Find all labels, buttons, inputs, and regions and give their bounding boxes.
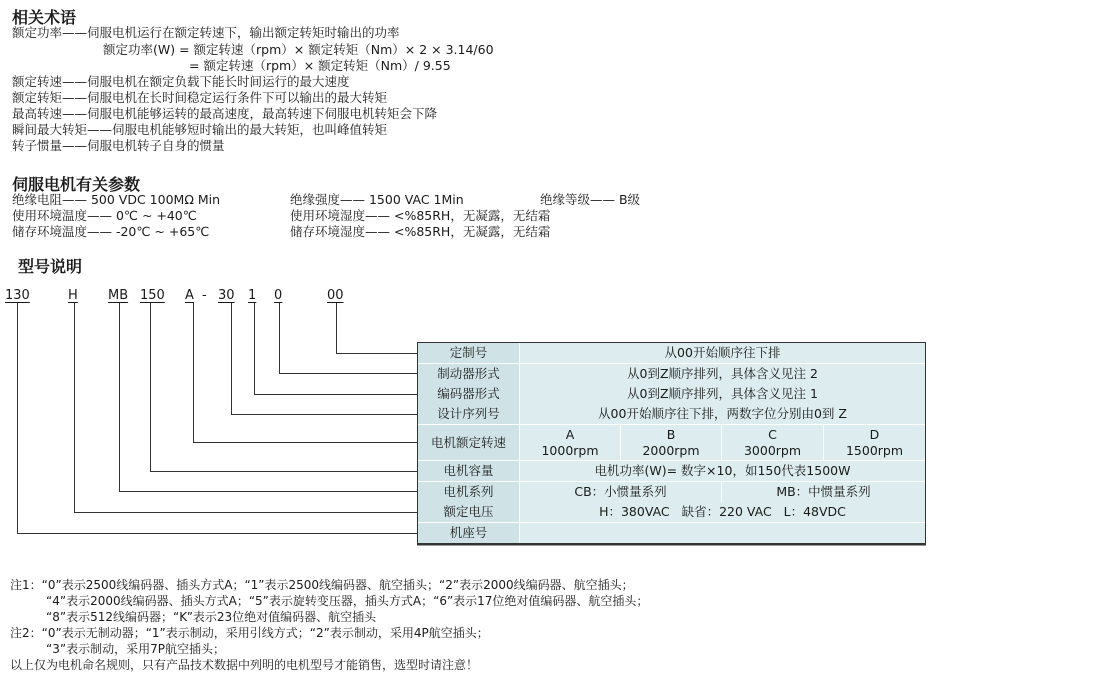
speed-code: A [565, 426, 575, 442]
row-value-brake: 从0到Z顺序排列，具体含义见注 2 [520, 364, 925, 384]
model-heading: 型号说明 [18, 257, 83, 276]
code-capacity: 150 [140, 288, 165, 303]
param-insulation-class: 绝缘等级—— B级 [540, 192, 641, 207]
row-label-speed: 电机额定转速 [418, 425, 519, 460]
speed-rpm: 1000rpm [541, 442, 599, 458]
param-store-temp: 储存环境温度—— -20℃ ~ +65℃ [12, 224, 210, 239]
param-store-humidity: 储存环境湿度—— <%85RH，无凝露，无结霜 [290, 224, 551, 239]
term-rated-torque: 额定转矩——伺服电机在长时间稳定运行条件下可以输出的最大转矩 [12, 90, 388, 105]
row-label-design-serial: 设计序列号 [418, 404, 519, 424]
param-insulation-resistance: 绝缘电阻—— 500 VDC 100MΩ Min [12, 192, 221, 207]
terms-heading: 相关术语 [12, 8, 77, 27]
row-value-series-cb: CB：小惯量系列 [520, 482, 721, 502]
term-rated-speed: 额定转速——伺服电机在额定负载下能长时间运行的最大速度 [12, 74, 350, 89]
note2-line1: 注2：“0”表示无制动器；“1”表示制动，采用引线方式；“2”表示制动，采用4P航空插头； [10, 626, 489, 640]
note1-line3: “8”表示512线编码器；“K”表示23位绝对值编码器、航空插头 [46, 610, 377, 624]
code-voltage: H [68, 288, 78, 303]
row-value-custom: 从00开始顺序往下排 [520, 343, 925, 363]
params-heading: 伺服电机有关参数 [12, 175, 141, 194]
param-use-temp: 使用环境温度—— 0℃ ~ +40℃ [12, 208, 197, 223]
code-speed: A [185, 288, 194, 303]
code-design-serial: 30 [218, 288, 235, 303]
row-value-voltage: H：380VAC 缺省：220 VAC L：48VDC [520, 502, 925, 522]
note2-line2: “3”表示制动，采用7P航空插头； [46, 642, 225, 656]
speed-rpm: 2000rpm [642, 442, 700, 458]
speed-rpm: 3000rpm [743, 442, 802, 458]
note1-line2: “4”表示2000线编码器、插头方式A；“5”表示旋转变压器，插头方式A；“6”表示17位绝对值编码器、航空插头； [46, 594, 649, 608]
row-label-frame: 机座号 [418, 523, 519, 543]
code-dash: - [202, 288, 207, 303]
row-label-capacity: 电机容量 [418, 461, 519, 481]
row-label-custom: 定制号 [418, 343, 519, 363]
row-label-series: 电机系列 [418, 482, 519, 502]
param-use-humidity: 使用环境湿度—— <%85RH，无凝露，无结霜 [290, 208, 551, 223]
row-value-capacity: 电机功率(W)= 数字×10，如150代表1500W [520, 461, 925, 481]
note1-line1: 注1：“0”表示2500线编码器、插头方式A；“1”表示2500线编码器、航空插头；“2”表示2000线编码器、航空插头； [10, 578, 634, 592]
speed-code: B [666, 426, 676, 442]
formula-line-1: 额定功率(W) = 额定转速（rpm）× 额定转矩（Nm）× 2 × 3.14/60 [103, 42, 494, 57]
code-frame: 130 [5, 288, 30, 303]
speed-code: C [768, 426, 777, 442]
formula-line-2: = 额定转速（rpm）× 额定转矩（Nm）/ 9.55 [189, 58, 451, 73]
code-series: MB [108, 288, 129, 303]
row-label-encoder: 编码器形式 [418, 384, 519, 404]
speed-code: D [869, 426, 880, 442]
term-inertia: 转子惯量——伺服电机转子自身的惯量 [12, 138, 225, 153]
param-insulation-strength: 绝缘强度—— 1500 VAC 1Min [290, 192, 464, 207]
row-label-brake: 制动器形式 [418, 364, 519, 384]
row-label-voltage: 额定电压 [418, 502, 519, 522]
code-custom: 00 [327, 288, 344, 303]
speed-rpm: 1500rpm [845, 442, 904, 458]
row-value-encoder: 从0到Z顺序排列，具体含义见注 1 [520, 384, 925, 404]
code-encoder: 1 [248, 288, 257, 303]
row-value-series-mb: MB：中惯量系列 [722, 482, 925, 502]
footer-notice: 以上仅为电机命名规则，只有产品技术数据中列明的电机型号才能销售，选型时请注意！ [10, 658, 479, 672]
term-max-speed: 最高转速——伺服电机能够运转的最高速度，最高转速下伺服电机转矩会下降 [12, 106, 438, 121]
term-peak-torque: 瞬间最大转矩——伺服电机能够短时输出的最大转矩，也叫峰值转矩 [12, 122, 388, 137]
row-value-design-serial: 从00开始顺序往下排，两数字位分别由0到 Z [520, 404, 925, 424]
code-brake: 0 [274, 288, 283, 303]
term-rated-power: 额定功率——伺服电机运行在额定转速下，输出额定转矩时输出的功率 [12, 25, 400, 40]
